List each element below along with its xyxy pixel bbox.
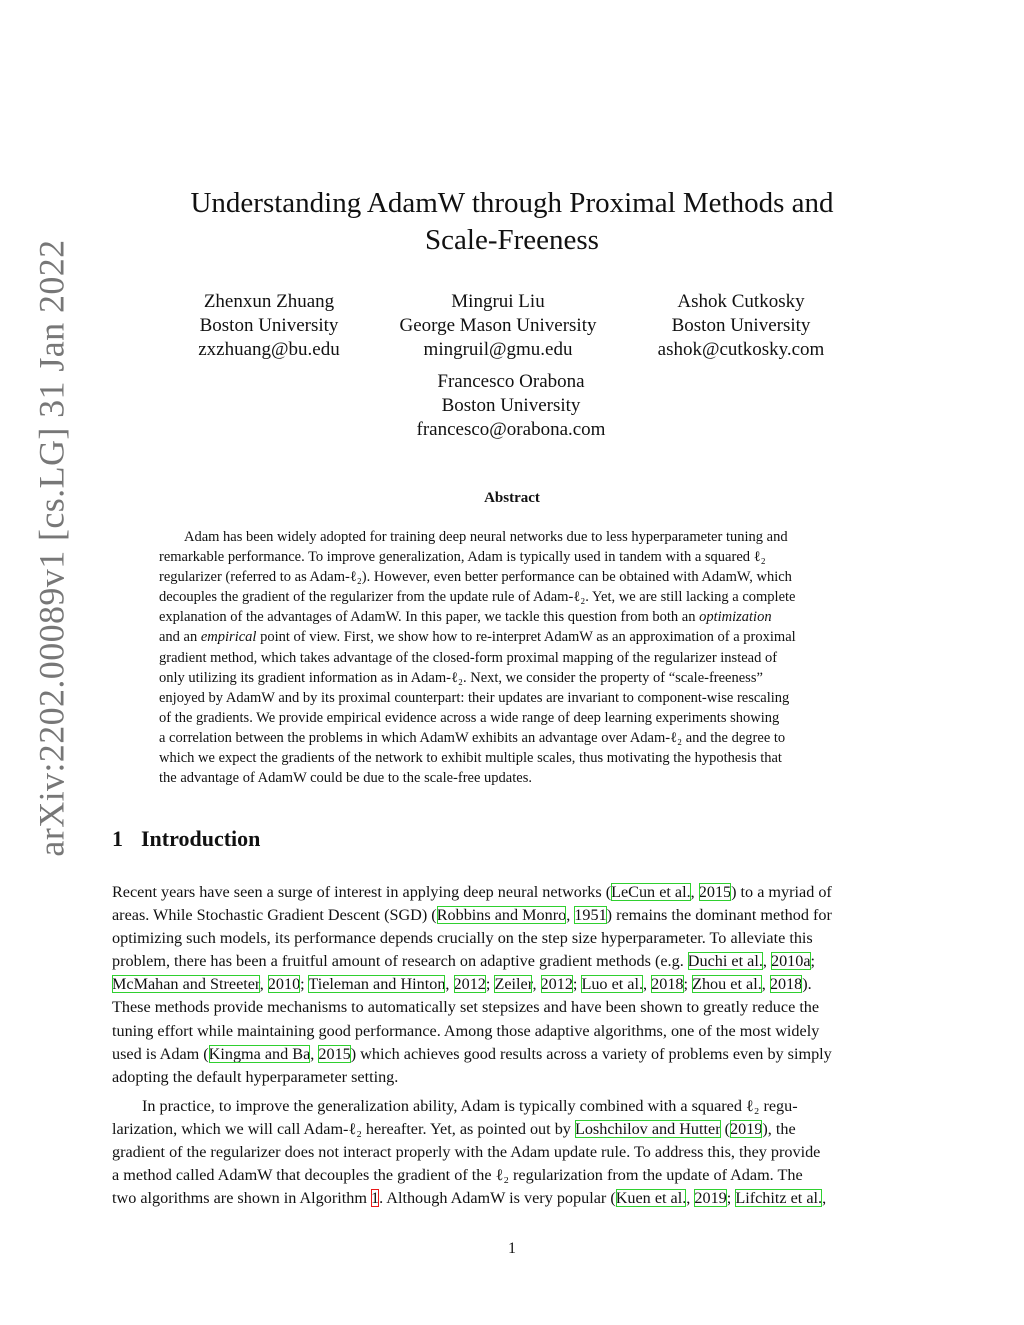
- abstract-line: remarkable performance. To improve generalization, Adam is typically used in tandem with a squared ℓ₂: [159, 549, 766, 566]
- section-number: 1: [112, 826, 123, 851]
- author-affiliation: George Mason University: [399, 315, 597, 336]
- text: ).: [802, 975, 812, 994]
- text: ;: [726, 1189, 736, 1208]
- author-email[interactable]: zxzhuang@bu.edu: [198, 339, 340, 360]
- text-line: optimizing such models, its performance depends crucially on the step size hyperparameter. To alleviate this: [112, 929, 813, 948]
- abstract-line: [159, 627, 865, 647]
- text-line: [112, 881, 912, 904]
- text-line: adopting the default hyperparameter setting.: [112, 1067, 399, 1086]
- text: ) remains the dominant method for: [606, 906, 832, 925]
- text: ,: [445, 975, 454, 994]
- abstract-line: gradient method, which takes advantage of the closed-form proximal mapping of the regularizer instead of: [159, 649, 778, 666]
- text: ;: [300, 975, 309, 994]
- text: used is Adam (: [112, 1044, 209, 1063]
- text: ,: [822, 1189, 827, 1208]
- text-line: These methods provide mechanisms to automatically set stepsizes and have been shown to greatly reduce the: [112, 998, 820, 1017]
- abstract-line: which we expect the gradients of the network to exhibit multiple scales, thus motivating the hypothesis that: [159, 750, 782, 767]
- author-block: [139, 290, 399, 362]
- text: ) to a myriad of: [731, 883, 832, 901]
- citation-link[interactable]: 2012: [453, 975, 486, 994]
- abstract-text: point of view. First, we show how to re-interpret AdamW as an approximation of a proximal: [256, 629, 796, 646]
- author-name: Francesco Orabona: [437, 371, 585, 392]
- abstract-line: decouples the gradient of the regularizer from the update rule of Adam-ℓ₂. Yet, we are still lacking a complete: [159, 589, 796, 606]
- citation-link[interactable]: 2010a: [770, 952, 811, 971]
- author-block: [381, 370, 641, 442]
- author-block: [368, 290, 628, 362]
- citation-link[interactable]: 1951: [574, 906, 607, 925]
- page-number: 1: [508, 1240, 516, 1257]
- text-line: gradient of the regularizer does not interact properly with the Adam update rule. To address this, they provide: [112, 1143, 821, 1162]
- abstract-text: explanation of the advantages of AdamW. In this paper, we tackle this question from both an: [159, 609, 700, 626]
- text: ;: [810, 952, 816, 971]
- abstract-line: the advantage of AdamW could be due to the scale-free updates.: [159, 770, 532, 787]
- text: ;: [683, 975, 693, 994]
- text-line: [112, 1187, 912, 1210]
- citation-link[interactable]: Lifchitz et al.: [735, 1189, 823, 1208]
- text-line: [112, 973, 912, 996]
- section-title: Introduction: [141, 826, 261, 851]
- citation-link[interactable]: Tieleman and Hinton: [308, 975, 446, 994]
- text: ;: [572, 975, 582, 994]
- author-name: Zhenxun Zhuang: [203, 291, 335, 312]
- citation-link[interactable]: Kuen et al.: [615, 1189, 687, 1208]
- abstract-line: Adam has been widely adopted for training deep neural networks due to less hyperparameter tuning and: [184, 529, 788, 545]
- author-affiliation: Boston University: [199, 315, 339, 336]
- text-line: [112, 1118, 912, 1141]
- abstract-line: only utilizing its gradient information as in Adam-ℓ₂. Next, we consider the property of “scale-freeness”: [159, 669, 763, 686]
- author-email[interactable]: mingruil@gmu.edu: [423, 339, 573, 360]
- citation-link[interactable]: 2012: [540, 975, 573, 994]
- section-heading: [112, 826, 260, 852]
- text: Recent years have seen a surge of interest in applying deep neural networks (: [112, 883, 612, 901]
- text: larization, which we will call Adam-ℓ₂ hereafter. Yet, as pointed out by: [112, 1120, 575, 1139]
- abstract-text: and an: [159, 629, 201, 646]
- author-name: Ashok Cutkosky: [677, 291, 805, 312]
- text: ,: [259, 975, 268, 994]
- citation-link[interactable]: 2015: [698, 883, 732, 901]
- text: ,: [643, 975, 652, 994]
- citation-link[interactable]: Robbins and Monro: [436, 906, 567, 925]
- arxiv-identifier-stamp: [26, 148, 78, 948]
- text: ,: [762, 952, 771, 971]
- abstract-line: regularizer (referred to as Adam-ℓ₂). However, even better performance can be obtained with AdamW, which: [159, 569, 792, 586]
- citation-link[interactable]: Kingma and Ba: [208, 1044, 311, 1063]
- text: ;: [485, 975, 495, 994]
- author-block: [611, 290, 871, 362]
- citation-link[interactable]: 2019: [730, 1120, 763, 1139]
- text: ,: [532, 975, 541, 994]
- title-line-2: Scale-Freeness: [425, 224, 599, 256]
- author-email[interactable]: ashok@cutkosky.com: [657, 339, 825, 360]
- abstract-line: a correlation between the problems in which AdamW exhibits an advantage over Adam-ℓ₂ and the degree to: [159, 729, 786, 746]
- author-email[interactable]: francesco@orabona.com: [416, 419, 606, 440]
- algorithm-reference-link[interactable]: 1: [370, 1189, 380, 1208]
- text: problem, there has been a fruitful amount of research on adaptive gradient methods (e.g.: [112, 952, 688, 971]
- text-line: a method called AdamW that decouples the gradient of the ℓ₂ regularization from the update of Adam. The: [112, 1166, 803, 1185]
- text: ,: [310, 1044, 319, 1063]
- author-affiliation: Boston University: [441, 395, 581, 416]
- text: ,: [761, 975, 770, 994]
- citation-link[interactable]: 2018: [651, 975, 684, 994]
- abstract-line: enjoyed by AdamW and by its proximal counterpart: their updates are invariant to component-wise rescaling: [159, 689, 790, 706]
- paragraph: [112, 1095, 912, 1210]
- paper-title: [112, 185, 912, 259]
- text: . Although AdamW is very popular (: [379, 1189, 616, 1208]
- text: ,: [690, 883, 699, 901]
- text: (: [720, 1120, 731, 1139]
- abstract-body: [159, 527, 865, 788]
- arxiv-identifier-text: arXiv:2202.00089v1 [cs.LG] 31 Jan 2022: [32, 239, 72, 857]
- text-line: In practice, to improve the generalization ability, Adam is typically combined with a squared ℓ₂ regu-: [142, 1097, 798, 1115]
- text: two algorithms are shown in Algorithm: [112, 1189, 371, 1208]
- citation-link[interactable]: LeCun et al.: [611, 883, 691, 901]
- citation-link[interactable]: 2010: [267, 975, 301, 994]
- abstract-heading: Abstract: [484, 490, 540, 506]
- text: ), the: [762, 1120, 796, 1139]
- title-line-1: Understanding AdamW through Proximal Methods and: [190, 187, 834, 219]
- citation-link[interactable]: 2018: [769, 975, 803, 994]
- citation-link[interactable]: Loshchilov and Hutter: [574, 1120, 721, 1139]
- text-line: [112, 1043, 912, 1066]
- abstract-line: of the gradients. We provide empirical evidence across a wide range of deep learning experiments showing: [159, 709, 780, 726]
- citation-link[interactable]: Zeiler: [494, 975, 533, 994]
- text: ,: [566, 906, 575, 925]
- emphasis: optimization: [699, 609, 772, 626]
- text-line: tuning effort while maintaining good performance. Among those adaptive algorithms, one of the most widely: [112, 1021, 820, 1040]
- abstract-line: [159, 607, 865, 627]
- text-line: [112, 950, 912, 973]
- citation-link[interactable]: Duchi et al.: [687, 952, 763, 971]
- text-line: [112, 904, 912, 927]
- text: ,: [686, 1189, 695, 1208]
- citation-link[interactable]: 2015: [318, 1044, 351, 1063]
- paragraph: [112, 881, 912, 1089]
- citation-link[interactable]: Luo et al.: [581, 975, 644, 994]
- citation-link[interactable]: McMahan and Streeter: [112, 975, 260, 994]
- author-affiliation: Boston University: [671, 315, 811, 336]
- text: areas. While Stochastic Gradient Descent (SGD) (: [112, 906, 437, 925]
- author-name: Mingrui Liu: [451, 291, 545, 312]
- text: ) which achieves good results across a variety of problems even by simply: [350, 1044, 832, 1063]
- citation-link[interactable]: Zhou et al.: [692, 975, 762, 994]
- citation-link[interactable]: 2019: [694, 1189, 727, 1208]
- emphasis: empirical: [200, 629, 257, 646]
